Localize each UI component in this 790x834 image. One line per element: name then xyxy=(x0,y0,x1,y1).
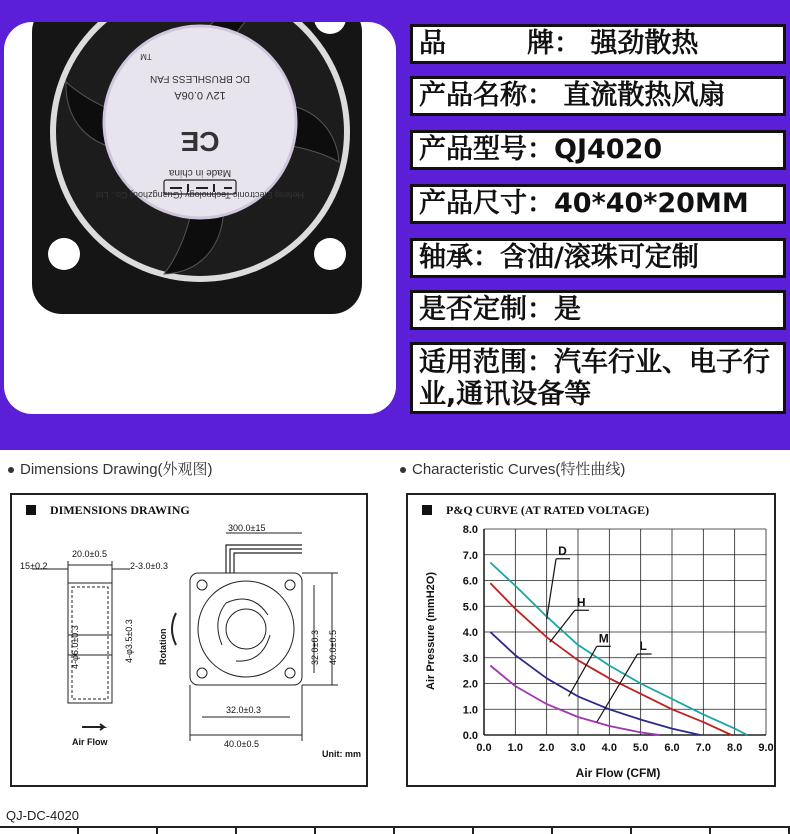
spec-model: 产品型号：QJ4020 xyxy=(410,130,786,170)
x-tick-label: 2.0 xyxy=(539,742,555,754)
x-tick-label: 7.0 xyxy=(695,742,711,754)
spec-size: 产品尺寸：40*40*20MM xyxy=(410,184,786,224)
rotation-label: Rotation xyxy=(158,628,168,665)
pq-chart xyxy=(408,495,774,785)
x-tick-label: 1.0 xyxy=(507,742,523,754)
x-tick-label: 3.0 xyxy=(570,742,586,754)
curves-heading: Characteristic Curves(特性曲线) xyxy=(400,458,625,479)
dimensions-heading: Dimensions Drawing(外观图) xyxy=(8,458,213,479)
airflow-label: Air Flow xyxy=(72,737,108,747)
leader-line-M xyxy=(569,646,597,696)
hub-label-type: DC BRUSHLESS FAN xyxy=(149,73,251,84)
hub-label-made: Made in china xyxy=(168,167,232,178)
hub-label-ce: CE xyxy=(180,126,220,157)
dim-v40: 40.0±0.5 xyxy=(328,630,338,665)
spec-bearing: 轴承：含油/滚珠可定制 xyxy=(410,238,786,278)
dimensions-panel xyxy=(10,493,368,787)
x-tick-label: 5.0 xyxy=(633,742,649,754)
dim-hole6: 4-φ6.0±0.3 xyxy=(70,625,80,669)
bullet-icon xyxy=(8,467,14,473)
bottom-table-edge xyxy=(0,826,790,834)
y-tick-label: 1.0 xyxy=(462,704,478,717)
spec-product-name: 产品名称： 直流散热风扇 xyxy=(410,76,786,116)
hub-label-company: Hefeng Electronic Technology (Guangzhou) Co., Ltd xyxy=(96,190,304,200)
bullet-icon xyxy=(400,467,406,473)
series-label-D: D xyxy=(558,543,567,558)
x-tick-label: 0.0 xyxy=(476,742,492,754)
pq-curve-panel xyxy=(406,493,776,787)
fan-image xyxy=(4,22,396,414)
dim-h32: 32.0±0.3 xyxy=(226,705,261,715)
pq-curve-title: P&Q CURVE (AT RATED VOLTAGE) xyxy=(422,503,649,518)
dim-h40: 40.0±0.5 xyxy=(224,739,259,749)
dim-v32: 32.0±0.3 xyxy=(310,630,320,665)
model-code: QJ-DC-4020 xyxy=(6,808,79,823)
series-label-M: M xyxy=(598,631,609,646)
y-tick-label: 7.0 xyxy=(462,549,478,562)
hub-label-rating: 12V 0.06A xyxy=(174,89,226,101)
fan-photo xyxy=(4,22,396,414)
y-tick-label: 3.0 xyxy=(462,652,478,665)
dimensions-title: DIMENSIONS DRAWING xyxy=(26,503,190,518)
spec-brand: 品 牌： 强劲散热 xyxy=(410,24,786,64)
dim-15: 15±0.2 xyxy=(20,561,48,571)
airflow-arrow-icon xyxy=(82,724,104,730)
dim-hole35: 4-φ3.5±0.3 xyxy=(124,619,134,663)
y-tick-label: 5.0 xyxy=(462,601,478,614)
y-tick-label: 0.0 xyxy=(462,730,478,742)
x-tick-label: 6.0 xyxy=(664,742,680,754)
spec-custom: 是否定制：是 xyxy=(410,290,786,330)
leader-line-D xyxy=(547,559,556,619)
y-tick-label: 4.0 xyxy=(462,627,478,639)
unit-label: Unit: mm xyxy=(322,749,361,759)
dim-cable: 300.0±15 xyxy=(228,523,266,533)
spec-application: 适用范围：汽车行业、电子行业,通讯设备等 xyxy=(410,342,786,414)
x-tick-label: 9.0 xyxy=(758,742,774,754)
y-tick-label: 2.0 xyxy=(462,678,478,691)
series-label-H: H xyxy=(576,595,586,610)
dim-width20: 20.0±0.5 xyxy=(72,549,107,559)
y-axis-label: Air Pressure (mmH2O) xyxy=(425,572,437,690)
hub-label-tm: TM xyxy=(140,52,152,61)
y-tick-label: 6.0 xyxy=(462,575,478,588)
x-tick-label: 8.0 xyxy=(727,742,743,754)
dim-30: 2-3.0±0.3 xyxy=(130,561,168,571)
x-tick-label: 4.0 xyxy=(601,742,617,754)
x-axis-label: Air Flow (CFM) xyxy=(575,766,661,780)
series-label-L: L xyxy=(639,639,647,654)
y-tick-label: 8.0 xyxy=(462,524,478,536)
dimensions-drawing xyxy=(12,495,366,785)
